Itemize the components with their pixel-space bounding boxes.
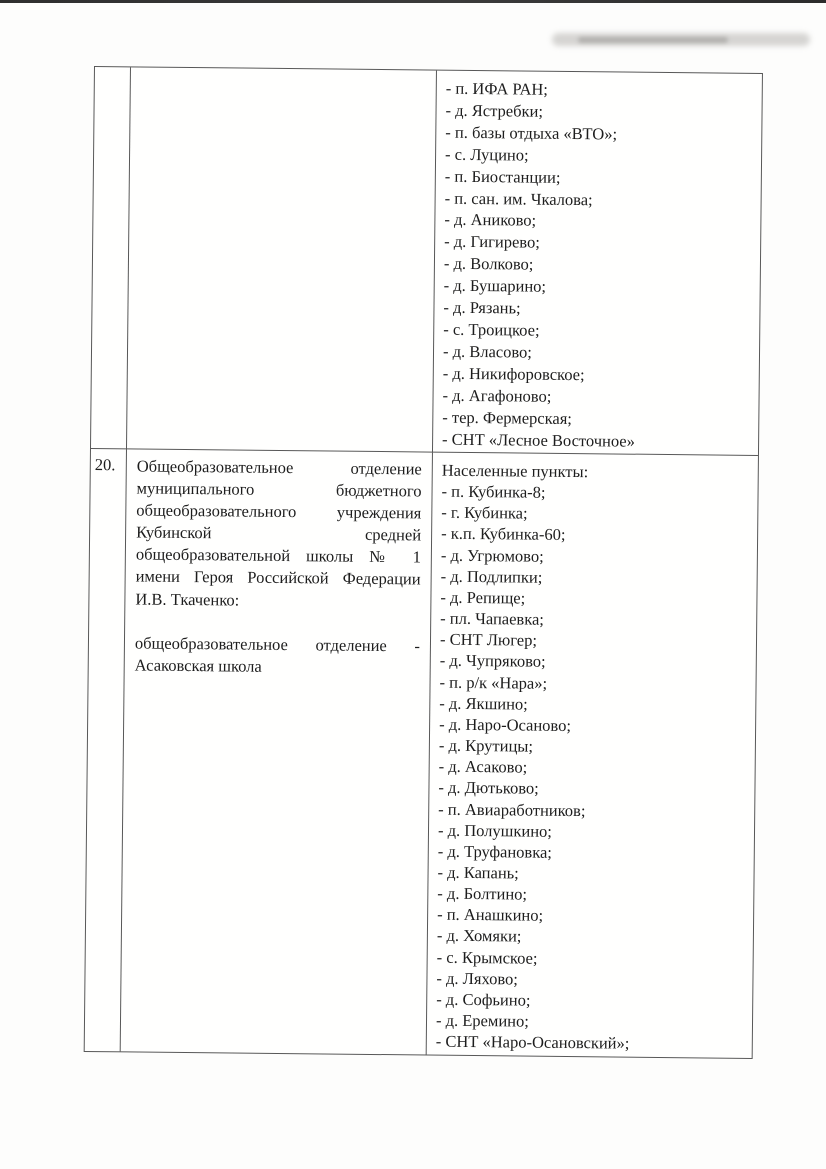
list-item: общеобразовательной школы № 1 <box>135 544 421 567</box>
list-item: - д. Репище; <box>440 587 526 608</box>
list-item: - п. Кубинка-8; <box>441 481 546 502</box>
list-item: - д. Чупряково; <box>439 651 546 672</box>
list-item: - д. Аниково; <box>444 210 537 231</box>
list-item: - с. Крымское; <box>436 947 538 968</box>
list-item: - СНТ «Наро-Осановский»; <box>435 1031 630 1053</box>
branch-last-line: Асаковская школа <box>134 655 262 676</box>
school-description-cell <box>121 449 433 1054</box>
list-item: - д. Агафоново; <box>442 385 552 406</box>
list-item: общеобразовательное отделение - <box>134 633 421 656</box>
list-item: - д. Наро-Осаново; <box>439 714 572 735</box>
list-item: - п. базы отдыха «ВТО»; <box>445 122 618 144</box>
list-item: - д. Подлипки; <box>440 566 543 587</box>
list-item: - к.п. Кубинка-60; <box>441 524 566 545</box>
list-item: - д. Бушарино; <box>443 275 547 296</box>
list-item: - с. Троицкое; <box>443 319 540 340</box>
settlements-list-header: Населенные пункты: <box>441 460 589 482</box>
list-item: Общеобразовательное отделение <box>136 456 422 479</box>
settlements-table <box>84 66 763 1059</box>
settlements-cell-row20 <box>427 453 758 1058</box>
list-item: - д. Рязань; <box>443 297 521 318</box>
list-item: - г. Кубинка; <box>441 502 528 523</box>
school-name-last-line: И.В. Ткаченко: <box>135 589 240 610</box>
list-item: - д. Дютьково; <box>438 777 539 799</box>
school-description-cell-empty <box>127 67 437 452</box>
list-item: - п. ИФА РАН; <box>445 78 549 99</box>
branch-paragraph <box>135 632 420 657</box>
list-item: - СНТ Люгер; <box>439 629 538 650</box>
list-item: - д. Хомяки; <box>436 926 522 946</box>
list-item: - д. Власово; <box>442 341 533 362</box>
scanner-edge-artifact <box>0 0 826 3</box>
row-number-cell-empty <box>91 67 131 449</box>
list-item: - д. Ястребки; <box>445 100 544 121</box>
list-item: - СНТ «Лесное Восточное» <box>442 429 636 451</box>
list-item: - д. Полушкино; <box>437 820 553 841</box>
list-item: - п. сан. им. Чкалова; <box>444 188 593 209</box>
paragraph-spacer <box>135 610 420 635</box>
list-item: - п. Биостанции; <box>444 166 561 187</box>
settlements-list-continuation <box>433 71 762 456</box>
list-item: - д. Никифоровское; <box>442 363 585 384</box>
list-item: - д. Гигирево; <box>444 232 540 253</box>
list-item: - д. Софьино; <box>436 989 531 1010</box>
list-item: - пл. Чапаевка; <box>440 608 545 629</box>
list-item: Кубинской средней <box>136 522 422 545</box>
list-item: - д. Еремино; <box>435 1010 529 1031</box>
list-item: - д. Асаково; <box>438 756 528 777</box>
list-item: - д. Труфановка; <box>437 841 553 862</box>
settlements-list-row20 <box>436 481 754 1055</box>
list-item: общеобразовательного учреждения <box>136 500 422 523</box>
list-item: муниципального бюджетного <box>136 478 422 501</box>
list-item: - д. Волково; <box>443 253 534 274</box>
list-item: - п. р/к «Нара»; <box>439 672 548 693</box>
list-item: - тер. Фермерская; <box>442 407 573 428</box>
list-item: - д. Якшино; <box>439 693 528 714</box>
list-item: - д. Капань; <box>437 862 519 883</box>
list-item: - д. Болтино; <box>437 883 528 904</box>
list-item: - п. Авиаработников; <box>438 799 586 820</box>
list-item: - с. Луцино; <box>444 144 529 165</box>
list-item: - п. Анашкино; <box>437 904 544 926</box>
list-item: - д. Крутицы; <box>438 735 534 756</box>
list-item: имени Героя Российской Федерации <box>135 566 421 589</box>
list-item: - д. Угрюмово; <box>440 545 544 566</box>
row-number: 20. <box>94 455 116 475</box>
list-item: - д. Ляхово; <box>436 968 519 989</box>
scan-smudge-artifact-dark <box>578 37 728 43</box>
school-name-paragraph <box>136 455 422 591</box>
